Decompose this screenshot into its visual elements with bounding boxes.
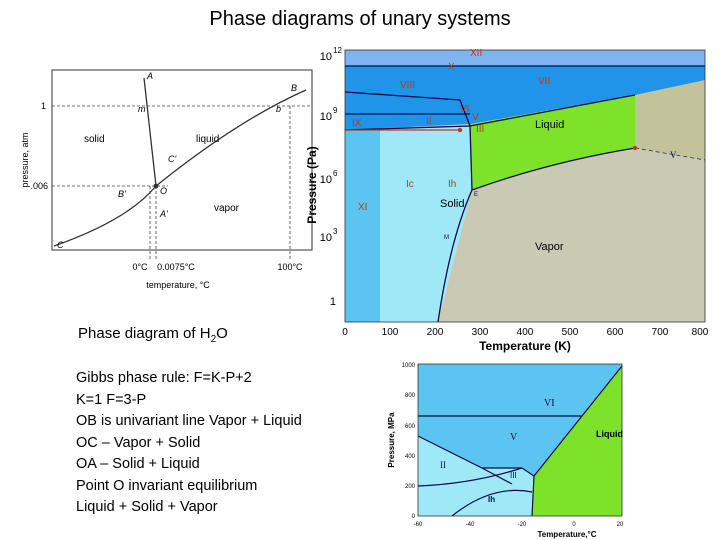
rule-line: K=1 F=3-P	[76, 391, 147, 408]
point-c: C	[57, 240, 64, 250]
main-y-tick-exp: 12	[333, 46, 342, 55]
main-x-tick: 400	[516, 327, 534, 338]
schematic-phase-diagram	[18, 60, 318, 295]
main-x-axis-label: Temperature (K)	[479, 339, 571, 353]
phase-ix: IX	[352, 118, 362, 129]
mark-m: M	[444, 235, 449, 241]
schematic-x-tick: 0°C	[132, 262, 148, 272]
inset-x-tick: 0	[572, 522, 576, 528]
schematic-x-axis-label: temperature, °C	[146, 280, 210, 290]
point-b-prime: B'	[118, 189, 126, 199]
main-x-tick: 100	[381, 327, 399, 338]
main-y-tick-exp: 3	[333, 227, 338, 236]
inset-y-tick: 0	[411, 514, 415, 520]
phase-ii: II	[426, 116, 432, 127]
point-a: A	[147, 71, 154, 81]
inset-label-vi: VI	[544, 398, 555, 409]
inset-y-tick: 200	[404, 484, 415, 490]
rule-line: OC – Vapor + Solid	[76, 434, 201, 451]
phase-ih: Ih	[448, 179, 457, 190]
schematic-frame	[52, 70, 312, 250]
main-x-tick: 500	[561, 327, 579, 338]
label-vapor: Vapor	[535, 241, 564, 253]
caption-subscript: 2	[210, 334, 217, 345]
inset-y-axis-label: Pressure, MPa	[387, 412, 396, 468]
phase-rule-notes	[76, 368, 302, 519]
phase-x: X	[448, 62, 455, 73]
inset-x-tick: 20	[616, 522, 624, 528]
point-b-small: b	[276, 104, 282, 114]
inset-x-tick: -40	[465, 522, 475, 528]
rule-line: Gibbs phase rule: F=K-P+2	[76, 370, 252, 386]
water-phase-diagram	[300, 40, 715, 355]
inset-x-tick: -20	[517, 522, 527, 528]
main-y-tick: 10	[319, 51, 332, 63]
mark-e: E	[474, 192, 479, 198]
inset-label-ii: II	[440, 460, 446, 470]
main-y-tick-exp: 6	[333, 169, 338, 178]
inset-label-v: V	[510, 432, 518, 443]
main-x-tick: 800	[691, 327, 709, 338]
main-x-tick: 200	[426, 327, 444, 338]
triple-point-marker	[458, 128, 462, 132]
phase-v: V	[472, 112, 479, 123]
phase-vii: VII	[538, 76, 551, 87]
phase-iii: III	[476, 124, 485, 135]
rule-line: OB is univariant line Vapor + Liquid	[76, 413, 302, 429]
point-b: B	[291, 83, 298, 93]
main-y-tick: 10	[319, 232, 332, 244]
rule-line: Liquid + Solid + Vapor	[76, 499, 218, 515]
inset-x-axis-label: Temperature,°C	[537, 530, 597, 539]
schematic-y-tick: .006	[30, 181, 48, 191]
diagram-caption	[78, 325, 228, 345]
point-o: O	[160, 186, 168, 196]
slide-title: Phase diagrams of unary systems	[209, 8, 511, 30]
point-c-prime: C'	[168, 154, 177, 164]
phase-ic: Ic	[406, 179, 414, 190]
rule-line: Point O invariant equilibrium	[76, 477, 258, 494]
region-liquid: liquid	[196, 134, 220, 145]
phase-xii: XII	[470, 48, 483, 59]
label-liquid: Liquid	[535, 119, 565, 131]
inset-label-liquid: Liquid	[596, 429, 623, 439]
schematic-y-tick: 1	[40, 101, 46, 111]
main-y-tick-exp: 9	[333, 106, 338, 115]
schematic-y-axis-label: pressure, atm	[20, 132, 30, 188]
caption-text-end: O	[216, 325, 228, 342]
phase-viii: VIII	[400, 80, 416, 91]
label-solid: Solid	[440, 198, 465, 210]
phase-v-supercritical: V	[670, 150, 677, 160]
region-solid: solid	[84, 134, 105, 145]
inset-x-tick: -60	[413, 522, 423, 528]
point-a-prime: A'	[160, 209, 168, 219]
top-pressure-band	[345, 50, 705, 66]
schematic-x-tick: 0.0075°C	[157, 262, 195, 272]
phase-xi: XI	[358, 202, 368, 213]
inset-label-iii: III	[510, 471, 517, 480]
main-y-tick: 1	[329, 296, 336, 308]
caption-text: Phase diagram of H	[78, 325, 211, 342]
inset-y-tick: 600	[404, 424, 415, 430]
inset-y-tick: 1000	[401, 363, 415, 369]
inset-y-tick: 800	[404, 393, 415, 399]
inset-y-tick: 400	[404, 454, 415, 460]
point-m: m	[138, 104, 146, 114]
main-x-tick: 300	[471, 327, 489, 338]
main-y-tick: 10	[319, 111, 332, 123]
main-x-tick: 700	[651, 327, 669, 338]
main-x-tick: 600	[606, 327, 624, 338]
phase-vi: VI	[460, 104, 470, 115]
main-y-axis-label: Pressure (Pa)	[305, 146, 319, 224]
ice-xi-region	[345, 130, 380, 322]
inset-label-ih: Ih	[488, 495, 496, 504]
region-vapor: vapor	[214, 203, 240, 214]
main-x-tick: 0	[342, 327, 348, 338]
rule-line: OA – Solid + Liquid	[76, 456, 200, 472]
triple-point-o	[154, 184, 159, 189]
high-pressure-inset-diagram	[382, 356, 632, 540]
main-y-tick: 10	[319, 174, 332, 186]
critical-point-marker	[633, 146, 637, 150]
schematic-x-tick: 100°C	[277, 262, 303, 272]
